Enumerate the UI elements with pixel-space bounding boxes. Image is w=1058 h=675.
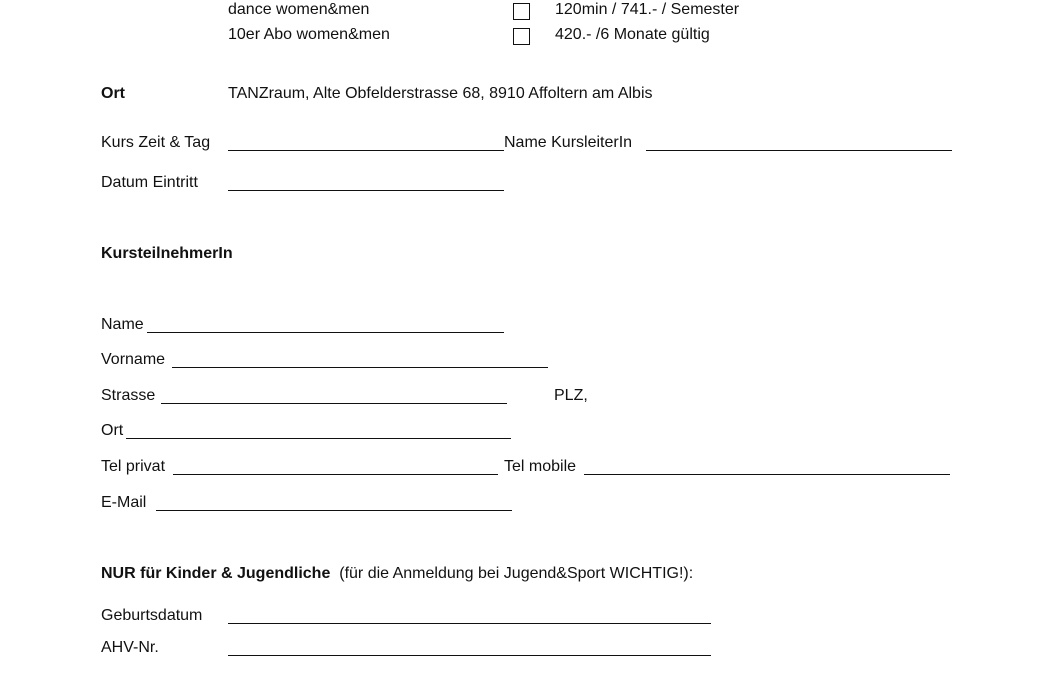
- participant-heading: KursteilnehmerIn: [101, 245, 233, 262]
- birthdate-field[interactable]: [228, 623, 711, 624]
- city-label: Ort: [101, 422, 124, 439]
- street-field[interactable]: [161, 403, 507, 404]
- ahv-field[interactable]: [228, 655, 711, 656]
- start-date-label: Datum Eintritt: [101, 174, 198, 191]
- birthdate-label: Geburtsdatum: [101, 607, 203, 624]
- instructor-label: Name KursleiterIn: [504, 134, 633, 151]
- phone-mobile-label: Tel mobile: [504, 458, 577, 475]
- phone-mobile-field[interactable]: [584, 474, 950, 475]
- youth-note: (für die Anmeldung bei Jugend&Sport WICHTIG!):: [339, 565, 694, 582]
- course-option-1-detail: 120min / 741.- / Semester: [555, 1, 740, 18]
- course-time-field[interactable]: [228, 150, 504, 151]
- zip-label: PLZ,: [554, 387, 588, 404]
- instructor-field[interactable]: [646, 150, 952, 151]
- city-field[interactable]: [126, 438, 511, 439]
- street-label: Strasse: [101, 387, 156, 404]
- course-option-2-name: 10er Abo women&men: [228, 26, 390, 43]
- course-option-2-checkbox[interactable]: [513, 28, 530, 45]
- name-label: Name: [101, 316, 144, 333]
- phone-private-label: Tel privat: [101, 458, 166, 475]
- start-date-field[interactable]: [228, 190, 504, 191]
- ahv-label: AHV-Nr.: [101, 639, 159, 656]
- email-field[interactable]: [156, 510, 512, 511]
- youth-heading: NUR für Kinder & Jugendliche: [101, 565, 331, 582]
- name-field[interactable]: [147, 332, 504, 333]
- phone-private-field[interactable]: [173, 474, 498, 475]
- course-time-label: Kurs Zeit & Tag: [101, 134, 211, 151]
- first-name-field[interactable]: [172, 367, 548, 368]
- location-value: TANZraum, Alte Obfelderstrasse 68, 8910 Affoltern am Albis: [228, 85, 653, 102]
- location-label: Ort: [101, 85, 125, 102]
- course-option-1-checkbox[interactable]: [513, 3, 530, 20]
- first-name-label: Vorname: [101, 351, 166, 368]
- course-option-1-name: dance women&men: [228, 1, 370, 18]
- email-label: E-Mail: [101, 494, 147, 511]
- youth-heading-row: [101, 565, 693, 583]
- course-option-2-detail: 420.- /6 Monate gültig: [555, 26, 710, 43]
